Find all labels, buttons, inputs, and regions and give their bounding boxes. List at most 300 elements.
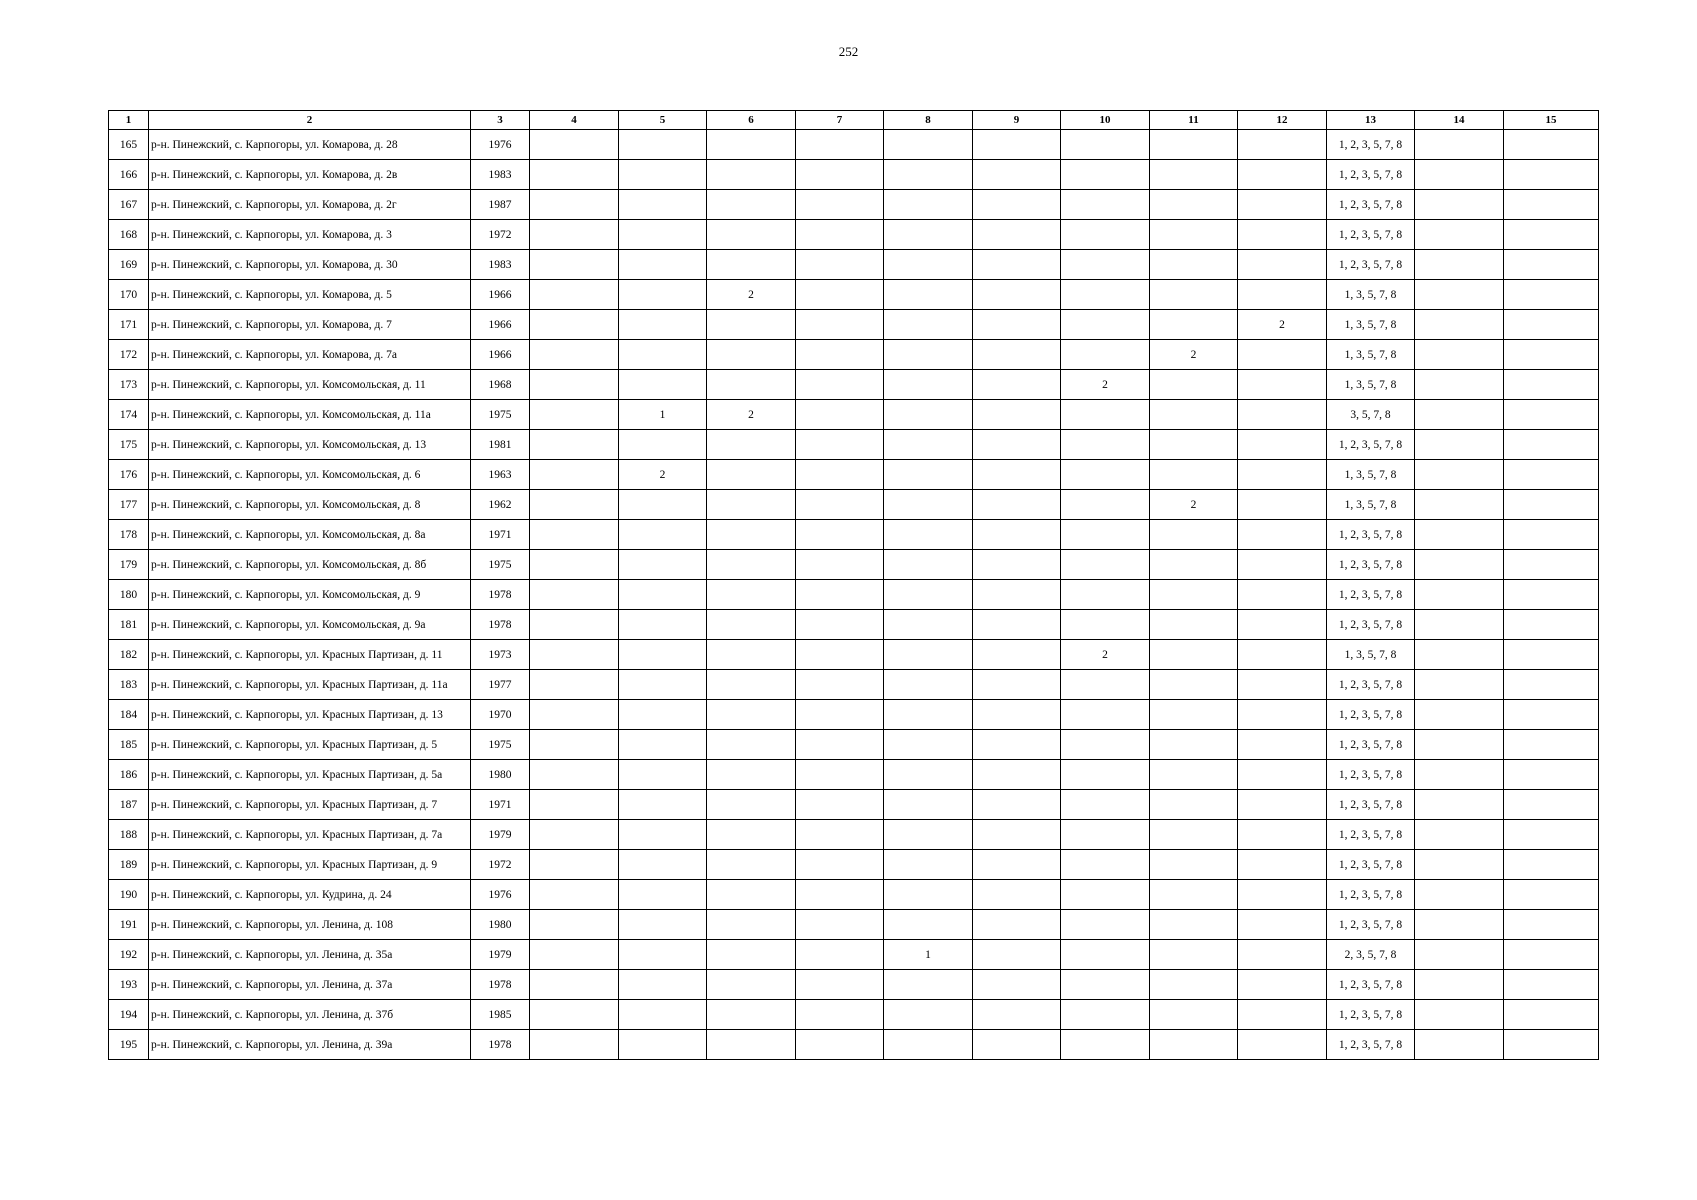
col11-cell xyxy=(1150,1000,1238,1030)
col13-cell: 1, 2, 3, 5, 7, 8 xyxy=(1327,190,1415,220)
row-number: 166 xyxy=(109,160,149,190)
col14-cell xyxy=(1415,1000,1504,1030)
row-number: 193 xyxy=(109,970,149,1000)
col14-cell xyxy=(1415,940,1504,970)
row-number: 186 xyxy=(109,760,149,790)
col11-cell xyxy=(1150,880,1238,910)
col9-cell xyxy=(973,190,1061,220)
col14-cell xyxy=(1415,550,1504,580)
col6-cell xyxy=(707,1030,796,1060)
col14-cell xyxy=(1415,370,1504,400)
col14-cell xyxy=(1415,730,1504,760)
col15-cell xyxy=(1504,310,1599,340)
col15-cell xyxy=(1504,970,1599,1000)
col14-cell xyxy=(1415,580,1504,610)
col5-cell xyxy=(619,730,707,760)
address-cell: р-н. Пинежский, с. Карпогоры, ул. Красных Партизан, д. 7 xyxy=(149,790,471,820)
row-number: 165 xyxy=(109,130,149,160)
col8-cell xyxy=(884,700,973,730)
col6-cell xyxy=(707,940,796,970)
address-cell: р-н. Пинежский, с. Карпогоры, ул. Красных Партизан, д. 5 xyxy=(149,730,471,760)
col11-cell xyxy=(1150,400,1238,430)
col12-cell xyxy=(1238,1000,1327,1030)
col7-cell xyxy=(796,190,884,220)
col10-cell xyxy=(1061,400,1150,430)
col10-cell xyxy=(1061,1030,1150,1060)
address-cell: р-н. Пинежский, с. Карпогоры, ул. Красных Партизан, д. 11 xyxy=(149,640,471,670)
address-cell: р-н. Пинежский, с. Карпогоры, ул. Комсомольская, д. 6 xyxy=(149,460,471,490)
address-cell: р-н. Пинежский, с. Карпогоры, ул. Ленина, д. 37а xyxy=(149,970,471,1000)
col7-cell xyxy=(796,880,884,910)
column-header-13: 13 xyxy=(1327,111,1415,130)
col6-cell xyxy=(707,250,796,280)
col15-cell xyxy=(1504,340,1599,370)
col14-cell xyxy=(1415,880,1504,910)
col8-cell xyxy=(884,670,973,700)
col7-cell xyxy=(796,670,884,700)
table-row xyxy=(109,250,1599,280)
col6-cell xyxy=(707,910,796,940)
address-cell: р-н. Пинежский, с. Карпогоры, ул. Ленина, д. 108 xyxy=(149,910,471,940)
col13-cell: 1, 2, 3, 5, 7, 8 xyxy=(1327,580,1415,610)
col8-cell xyxy=(884,250,973,280)
col8-cell xyxy=(884,640,973,670)
col6-cell xyxy=(707,970,796,1000)
row-number: 168 xyxy=(109,220,149,250)
year-cell: 1977 xyxy=(471,670,530,700)
col7-cell xyxy=(796,220,884,250)
col7-cell xyxy=(796,970,884,1000)
col13-cell: 1, 2, 3, 5, 7, 8 xyxy=(1327,1030,1415,1060)
column-header-6: 6 xyxy=(707,111,796,130)
col15-cell xyxy=(1504,790,1599,820)
address-cell: р-н. Пинежский, с. Карпогоры, ул. Комарова, д. 2г xyxy=(149,190,471,220)
col4-cell xyxy=(530,430,619,460)
col15-cell xyxy=(1504,1000,1599,1030)
col10-cell xyxy=(1061,1000,1150,1030)
col13-cell: 1, 2, 3, 5, 7, 8 xyxy=(1327,790,1415,820)
col13-cell: 1, 2, 3, 5, 7, 8 xyxy=(1327,850,1415,880)
table-row xyxy=(109,130,1599,160)
col4-cell xyxy=(530,790,619,820)
col14-cell xyxy=(1415,610,1504,640)
row-number: 173 xyxy=(109,370,149,400)
col4-cell xyxy=(530,940,619,970)
year-cell: 1976 xyxy=(471,880,530,910)
col9-cell xyxy=(973,880,1061,910)
address-cell: р-н. Пинежский, с. Карпогоры, ул. Комсомольская, д. 8а xyxy=(149,520,471,550)
table-row xyxy=(109,730,1599,760)
col11-cell xyxy=(1150,130,1238,160)
table-row xyxy=(109,310,1599,340)
col7-cell xyxy=(796,400,884,430)
row-number: 195 xyxy=(109,1030,149,1060)
col4-cell xyxy=(530,130,619,160)
year-cell: 1987 xyxy=(471,190,530,220)
col12-cell xyxy=(1238,730,1327,760)
col10-cell xyxy=(1061,880,1150,910)
col5-cell xyxy=(619,820,707,850)
col8-cell xyxy=(884,820,973,850)
col9-cell xyxy=(973,940,1061,970)
row-number: 172 xyxy=(109,340,149,370)
col11-cell: 2 xyxy=(1150,340,1238,370)
table-row xyxy=(109,970,1599,1000)
table-row xyxy=(109,430,1599,460)
col8-cell xyxy=(884,790,973,820)
address-cell: р-н. Пинежский, с. Карпогоры, ул. Комарова, д. 28 xyxy=(149,130,471,160)
address-cell: р-н. Пинежский, с. Карпогоры, ул. Комарова, д. 2в xyxy=(149,160,471,190)
col10-cell xyxy=(1061,490,1150,520)
col4-cell xyxy=(530,520,619,550)
address-cell: р-н. Пинежский, с. Карпогоры, ул. Красных Партизан, д. 13 xyxy=(149,700,471,730)
col5-cell xyxy=(619,670,707,700)
col12-cell xyxy=(1238,1030,1327,1060)
col13-cell: 1, 2, 3, 5, 7, 8 xyxy=(1327,670,1415,700)
col13-cell: 1, 3, 5, 7, 8 xyxy=(1327,640,1415,670)
year-cell: 1981 xyxy=(471,430,530,460)
col13-cell: 1, 2, 3, 5, 7, 8 xyxy=(1327,760,1415,790)
col8-cell xyxy=(884,160,973,190)
col15-cell xyxy=(1504,940,1599,970)
col10-cell xyxy=(1061,310,1150,340)
col12-cell: 2 xyxy=(1238,310,1327,340)
col11-cell xyxy=(1150,670,1238,700)
col10-cell xyxy=(1061,430,1150,460)
col4-cell xyxy=(530,850,619,880)
col8-cell xyxy=(884,400,973,430)
col5-cell xyxy=(619,490,707,520)
col12-cell xyxy=(1238,370,1327,400)
col15-cell xyxy=(1504,550,1599,580)
col10-cell xyxy=(1061,760,1150,790)
col12-cell xyxy=(1238,490,1327,520)
col13-cell: 1, 3, 5, 7, 8 xyxy=(1327,490,1415,520)
col15-cell xyxy=(1504,850,1599,880)
col7-cell xyxy=(796,790,884,820)
year-cell: 1978 xyxy=(471,1030,530,1060)
col9-cell xyxy=(973,580,1061,610)
col14-cell xyxy=(1415,130,1504,160)
col13-cell: 1, 2, 3, 5, 7, 8 xyxy=(1327,910,1415,940)
col11-cell xyxy=(1150,640,1238,670)
row-number: 187 xyxy=(109,790,149,820)
col15-cell xyxy=(1504,760,1599,790)
col4-cell xyxy=(530,160,619,190)
col10-cell xyxy=(1061,730,1150,760)
address-cell: р-н. Пинежский, с. Карпогоры, ул. Комсомольская, д. 8б xyxy=(149,550,471,580)
table-row xyxy=(109,400,1599,430)
col10-cell xyxy=(1061,610,1150,640)
year-cell: 1963 xyxy=(471,460,530,490)
col4-cell xyxy=(530,970,619,1000)
col13-cell: 1, 2, 3, 5, 7, 8 xyxy=(1327,250,1415,280)
col13-cell: 1, 2, 3, 5, 7, 8 xyxy=(1327,730,1415,760)
table-row xyxy=(109,280,1599,310)
table-row xyxy=(109,580,1599,610)
col5-cell xyxy=(619,850,707,880)
col14-cell xyxy=(1415,430,1504,460)
col4-cell xyxy=(530,880,619,910)
col7-cell xyxy=(796,340,884,370)
col15-cell xyxy=(1504,370,1599,400)
address-cell: р-н. Пинежский, с. Карпогоры, ул. Ленина, д. 39а xyxy=(149,1030,471,1060)
col6-cell xyxy=(707,190,796,220)
column-header-7: 7 xyxy=(796,111,884,130)
row-number: 189 xyxy=(109,850,149,880)
col11-cell xyxy=(1150,790,1238,820)
col4-cell xyxy=(530,400,619,430)
col9-cell xyxy=(973,790,1061,820)
col12-cell xyxy=(1238,160,1327,190)
col8-cell xyxy=(884,490,973,520)
year-cell: 1979 xyxy=(471,820,530,850)
col15-cell xyxy=(1504,190,1599,220)
col6-cell xyxy=(707,130,796,160)
col14-cell xyxy=(1415,250,1504,280)
col13-cell: 1, 3, 5, 7, 8 xyxy=(1327,310,1415,340)
col13-cell: 1, 2, 3, 5, 7, 8 xyxy=(1327,160,1415,190)
col14-cell xyxy=(1415,640,1504,670)
col7-cell xyxy=(796,820,884,850)
col14-cell xyxy=(1415,760,1504,790)
col4-cell xyxy=(530,280,619,310)
year-cell: 1975 xyxy=(471,730,530,760)
address-cell: р-н. Пинежский, с. Карпогоры, ул. Комсомольская, д. 11 xyxy=(149,370,471,400)
col8-cell xyxy=(884,910,973,940)
row-number: 182 xyxy=(109,640,149,670)
col15-cell xyxy=(1504,280,1599,310)
col11-cell xyxy=(1150,940,1238,970)
col9-cell xyxy=(973,760,1061,790)
col13-cell: 3, 5, 7, 8 xyxy=(1327,400,1415,430)
col15-cell xyxy=(1504,640,1599,670)
col6-cell xyxy=(707,370,796,400)
col13-cell: 1, 3, 5, 7, 8 xyxy=(1327,370,1415,400)
year-cell: 1978 xyxy=(471,970,530,1000)
col10-cell xyxy=(1061,550,1150,580)
col13-cell: 1, 2, 3, 5, 7, 8 xyxy=(1327,880,1415,910)
col10-cell xyxy=(1061,970,1150,1000)
address-cell: р-н. Пинежский, с. Карпогоры, ул. Ленина, д. 35а xyxy=(149,940,471,970)
col14-cell xyxy=(1415,400,1504,430)
col10-cell xyxy=(1061,850,1150,880)
col7-cell xyxy=(796,490,884,520)
column-header-4: 4 xyxy=(530,111,619,130)
col14-cell xyxy=(1415,670,1504,700)
column-header-15: 15 xyxy=(1504,111,1599,130)
col5-cell xyxy=(619,370,707,400)
col14-cell xyxy=(1415,700,1504,730)
year-cell: 1980 xyxy=(471,760,530,790)
col11-cell xyxy=(1150,850,1238,880)
year-cell: 1966 xyxy=(471,280,530,310)
address-cell: р-н. Пинежский, с. Карпогоры, ул. Комсомольская, д. 8 xyxy=(149,490,471,520)
year-cell: 1978 xyxy=(471,610,530,640)
col4-cell xyxy=(530,1030,619,1060)
col7-cell xyxy=(796,760,884,790)
year-cell: 1970 xyxy=(471,700,530,730)
col14-cell xyxy=(1415,1030,1504,1060)
year-cell: 1966 xyxy=(471,340,530,370)
col7-cell xyxy=(796,940,884,970)
column-header-14: 14 xyxy=(1415,111,1504,130)
col15-cell xyxy=(1504,430,1599,460)
col11-cell xyxy=(1150,250,1238,280)
col8-cell xyxy=(884,460,973,490)
col14-cell xyxy=(1415,160,1504,190)
col4-cell xyxy=(530,700,619,730)
table-row xyxy=(109,940,1599,970)
col14-cell xyxy=(1415,190,1504,220)
col13-cell: 1, 2, 3, 5, 7, 8 xyxy=(1327,550,1415,580)
col13-cell: 2, 3, 5, 7, 8 xyxy=(1327,940,1415,970)
col15-cell xyxy=(1504,490,1599,520)
col7-cell xyxy=(796,310,884,340)
col4-cell xyxy=(530,610,619,640)
row-number: 171 xyxy=(109,310,149,340)
table-header-row xyxy=(109,111,1599,130)
table-row xyxy=(109,370,1599,400)
col6-cell xyxy=(707,160,796,190)
col14-cell xyxy=(1415,490,1504,520)
col12-cell xyxy=(1238,550,1327,580)
col15-cell xyxy=(1504,160,1599,190)
col13-cell: 1, 2, 3, 5, 7, 8 xyxy=(1327,130,1415,160)
col6-cell xyxy=(707,490,796,520)
col11-cell xyxy=(1150,730,1238,760)
col13-cell: 1, 3, 5, 7, 8 xyxy=(1327,280,1415,310)
col11-cell xyxy=(1150,370,1238,400)
col15-cell xyxy=(1504,460,1599,490)
col4-cell xyxy=(530,340,619,370)
col10-cell xyxy=(1061,670,1150,700)
col9-cell xyxy=(973,910,1061,940)
table-row xyxy=(109,550,1599,580)
row-number: 177 xyxy=(109,490,149,520)
table-row xyxy=(109,880,1599,910)
table-row xyxy=(109,610,1599,640)
col5-cell xyxy=(619,610,707,640)
col11-cell: 2 xyxy=(1150,490,1238,520)
col5-cell xyxy=(619,550,707,580)
col5-cell xyxy=(619,910,707,940)
col12-cell xyxy=(1238,130,1327,160)
col9-cell xyxy=(973,550,1061,580)
col8-cell xyxy=(884,430,973,460)
table-row xyxy=(109,760,1599,790)
col5-cell xyxy=(619,1030,707,1060)
address-cell: р-н. Пинежский, с. Карпогоры, ул. Комсомольская, д. 9а xyxy=(149,610,471,640)
col5-cell xyxy=(619,310,707,340)
col7-cell xyxy=(796,850,884,880)
col11-cell xyxy=(1150,910,1238,940)
year-cell: 1973 xyxy=(471,640,530,670)
address-cell: р-н. Пинежский, с. Карпогоры, ул. Кудрина, д. 24 xyxy=(149,880,471,910)
year-cell: 1983 xyxy=(471,160,530,190)
col4-cell xyxy=(530,820,619,850)
col6-cell xyxy=(707,520,796,550)
col5-cell xyxy=(619,700,707,730)
table-row xyxy=(109,220,1599,250)
col10-cell xyxy=(1061,190,1150,220)
col9-cell xyxy=(973,460,1061,490)
row-number: 184 xyxy=(109,700,149,730)
address-cell: р-н. Пинежский, с. Карпогоры, ул. Комарова, д. 5 xyxy=(149,280,471,310)
address-cell: р-н. Пинежский, с. Карпогоры, ул. Красных Партизан, д. 5а xyxy=(149,760,471,790)
address-cell: р-н. Пинежский, с. Карпогоры, ул. Красных Партизан, д. 11а xyxy=(149,670,471,700)
col10-cell xyxy=(1061,820,1150,850)
year-cell: 1975 xyxy=(471,550,530,580)
table-row xyxy=(109,820,1599,850)
table-row xyxy=(109,850,1599,880)
col14-cell xyxy=(1415,220,1504,250)
col7-cell xyxy=(796,640,884,670)
col9-cell xyxy=(973,160,1061,190)
address-cell: р-н. Пинежский, с. Карпогоры, ул. Комарова, д. 3 xyxy=(149,220,471,250)
col9-cell xyxy=(973,220,1061,250)
col8-cell xyxy=(884,550,973,580)
col12-cell xyxy=(1238,340,1327,370)
col15-cell xyxy=(1504,610,1599,640)
col7-cell xyxy=(796,1000,884,1030)
col5-cell xyxy=(619,790,707,820)
col4-cell xyxy=(530,730,619,760)
address-cell: р-н. Пинежский, с. Карпогоры, ул. Комсомольская, д. 13 xyxy=(149,430,471,460)
col11-cell xyxy=(1150,610,1238,640)
col12-cell xyxy=(1238,940,1327,970)
col10-cell xyxy=(1061,130,1150,160)
col12-cell xyxy=(1238,610,1327,640)
col12-cell xyxy=(1238,640,1327,670)
col12-cell xyxy=(1238,700,1327,730)
table-row xyxy=(109,160,1599,190)
col7-cell xyxy=(796,910,884,940)
col7-cell xyxy=(796,430,884,460)
row-number: 181 xyxy=(109,610,149,640)
col7-cell xyxy=(796,580,884,610)
col4-cell xyxy=(530,370,619,400)
col11-cell xyxy=(1150,1030,1238,1060)
col12-cell xyxy=(1238,880,1327,910)
col11-cell xyxy=(1150,820,1238,850)
col8-cell xyxy=(884,130,973,160)
col15-cell xyxy=(1504,670,1599,700)
col12-cell xyxy=(1238,760,1327,790)
col9-cell xyxy=(973,970,1061,1000)
col4-cell xyxy=(530,250,619,280)
col11-cell xyxy=(1150,310,1238,340)
col15-cell xyxy=(1504,580,1599,610)
col7-cell xyxy=(796,250,884,280)
year-cell: 1966 xyxy=(471,310,530,340)
col10-cell xyxy=(1061,790,1150,820)
col14-cell xyxy=(1415,340,1504,370)
col5-cell xyxy=(619,160,707,190)
col13-cell: 1, 2, 3, 5, 7, 8 xyxy=(1327,700,1415,730)
col10-cell xyxy=(1061,460,1150,490)
table-row xyxy=(109,910,1599,940)
column-header-8: 8 xyxy=(884,111,973,130)
col8-cell: 1 xyxy=(884,940,973,970)
col10-cell xyxy=(1061,280,1150,310)
col10-cell xyxy=(1061,220,1150,250)
col8-cell xyxy=(884,580,973,610)
col8-cell xyxy=(884,850,973,880)
col4-cell xyxy=(530,220,619,250)
year-cell: 1976 xyxy=(471,130,530,160)
col12-cell xyxy=(1238,670,1327,700)
